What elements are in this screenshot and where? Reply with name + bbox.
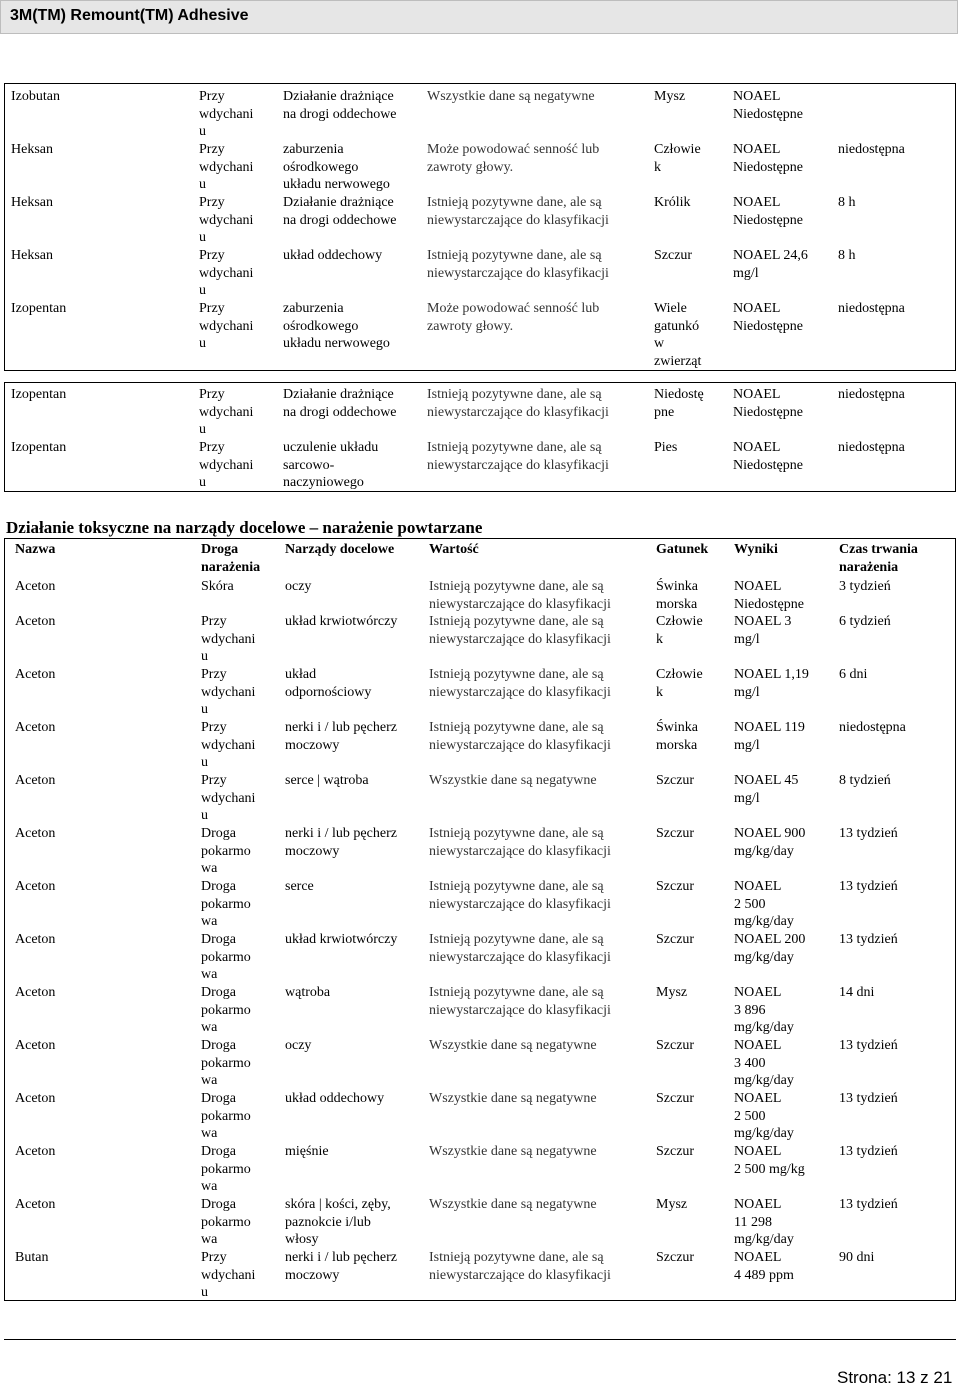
value-cell: Istnieją pozytywne dane, ale są — [427, 387, 602, 402]
result-cell: 11 298 — [734, 1214, 772, 1230]
route-cell: u — [199, 177, 206, 192]
organ-cell: moczowy — [285, 843, 340, 859]
organ-cell: układ oddechowy — [285, 1091, 385, 1106]
route-cell: Droga — [201, 1091, 236, 1106]
route-cell: Przy — [199, 301, 225, 316]
organ-cell: ośrodkowego — [283, 159, 359, 175]
route-cell: wdychani — [201, 790, 256, 806]
duration-cell: 90 dni — [839, 1250, 875, 1265]
duration-cell: 6 dni — [839, 667, 868, 682]
value-cell: niewystarczające do klasyfikacji — [429, 1002, 611, 1018]
route-cell: Droga — [201, 826, 236, 841]
value-cell: Wszystkie dane są negatywne — [427, 89, 595, 104]
species-cell: pne — [654, 404, 675, 420]
route-cell: Przy — [199, 142, 225, 157]
species-cell: Szczur — [656, 1091, 695, 1106]
result-cell: Niedostępne — [733, 318, 803, 334]
organ-cell: sarcowo- — [283, 457, 335, 473]
route-cell: wa — [201, 861, 218, 876]
route-cell: wa — [201, 1179, 218, 1194]
result-cell: NOAEL 24,6 — [733, 248, 808, 263]
result-cell: 2 500 mg/kg — [734, 1161, 805, 1177]
species-cell: Mysz — [654, 89, 686, 104]
duration-cell: 8 tydzień — [839, 773, 891, 788]
species-cell: Mysz — [656, 985, 688, 1000]
substance-cell: Heksan — [11, 195, 53, 210]
route-cell: wdychani — [199, 457, 254, 473]
route-cell: pokarmo — [201, 896, 251, 912]
organ-cell: układ krwiotwórczy — [285, 614, 398, 629]
route-cell: wdychani — [199, 159, 254, 175]
route-cell: wa — [201, 914, 218, 929]
substance-cell: Aceton — [15, 879, 56, 894]
value-cell: Istnieją pozytywne dane, ale są — [427, 195, 602, 210]
column-header-route: narażenia — [201, 559, 261, 575]
result-cell: 4 489 ppm — [734, 1267, 794, 1283]
route-cell: pokarmo — [201, 1214, 251, 1230]
route-cell: wdychani — [199, 404, 254, 420]
route-cell: pokarmo — [201, 1055, 251, 1071]
result-cell: NOAEL — [734, 1250, 782, 1265]
value-cell: Może powodować senność lub — [427, 301, 600, 316]
duration-cell: 14 dni — [839, 985, 875, 1000]
result-cell: NOAEL — [734, 1091, 782, 1106]
route-cell: wdychani — [199, 265, 254, 281]
organ-cell: moczowy — [285, 737, 340, 753]
column-header-name: Nazwa — [15, 542, 56, 557]
route-cell: Droga — [201, 932, 236, 947]
species-cell: gatunkó — [654, 318, 700, 334]
value-cell: Istnieją pozytywne dane, ale są — [427, 248, 602, 263]
duration-cell: 13 tydzień — [839, 932, 898, 947]
duration-cell: 13 tydzień — [839, 1038, 898, 1053]
value-cell: niewystarczające do klasyfikacji — [427, 457, 609, 473]
duration-cell: niedostępna — [838, 301, 905, 316]
substance-cell: Aceton — [15, 1144, 56, 1159]
organ-cell: oczy — [285, 1038, 312, 1053]
species-cell: Świnka — [656, 579, 698, 594]
species-cell: Człowie — [654, 142, 701, 157]
route-cell: u — [199, 283, 206, 298]
result-cell: NOAEL — [733, 301, 781, 316]
route-cell: wdychani — [201, 737, 256, 753]
organ-cell: na drogi oddechowe — [283, 404, 397, 420]
substance-cell: Aceton — [15, 1091, 56, 1106]
route-cell: Droga — [201, 1197, 236, 1212]
substance-cell: Izobutan — [11, 89, 60, 104]
page-number: Strona: 13 z 21 — [837, 1368, 953, 1387]
value-cell: niewystarczające do klasyfikacji — [427, 212, 609, 228]
result-cell: Niedostępne — [734, 596, 804, 612]
substance-cell: Heksan — [11, 142, 53, 157]
route-cell: Przy — [201, 720, 227, 735]
organ-cell: włosy — [285, 1232, 319, 1247]
organ-cell: nerki i / lub pęcherz — [285, 1250, 397, 1265]
value-cell: Wszystkie dane są negatywne — [429, 1144, 597, 1159]
result-cell: NOAEL 900 — [734, 826, 806, 841]
organ-cell: zaburzenia — [283, 301, 344, 316]
organ-cell: na drogi oddechowe — [283, 212, 397, 228]
species-cell: Wiele — [654, 301, 687, 316]
result-cell: NOAEL — [734, 1197, 782, 1212]
route-cell: Droga — [201, 1144, 236, 1159]
route-cell: Przy — [201, 773, 227, 788]
route-cell: Droga — [201, 1038, 236, 1053]
result-cell: NOAEL — [733, 89, 781, 104]
substance-cell: Aceton — [15, 773, 56, 788]
result-cell: 2 500 — [734, 1108, 766, 1124]
value-cell: Istnieją pozytywne dane, ale są — [429, 614, 604, 629]
value-cell: Wszystkie dane są negatywne — [429, 1038, 597, 1053]
organ-cell: uczulenie układu — [283, 440, 379, 455]
organ-cell: skóra | kości, zęby, — [285, 1197, 391, 1212]
substance-cell: Aceton — [15, 985, 56, 1000]
species-cell: w — [654, 336, 665, 351]
value-cell: Wszystkie dane są negatywne — [429, 1197, 597, 1212]
organ-cell: nerki i / lub pęcherz — [285, 720, 397, 735]
substance-cell: Aceton — [15, 667, 56, 682]
result-cell: mg/kg/day — [734, 914, 794, 929]
value-cell: Istnieją pozytywne dane, ale są — [429, 1250, 604, 1265]
duration-cell: niedostępna — [838, 142, 905, 157]
organ-cell: nerki i / lub pęcherz — [285, 826, 397, 841]
result-cell: 3 400 — [734, 1055, 766, 1071]
species-cell: Świnka — [656, 720, 698, 735]
organ-cell: Działanie drażniące — [283, 387, 394, 402]
substance-cell: Butan — [15, 1250, 49, 1265]
result-cell: Niedostępne — [733, 159, 803, 175]
route-cell: Przy — [199, 89, 225, 104]
route-cell: u — [199, 124, 206, 139]
species-cell: Szczur — [656, 826, 695, 841]
value-cell: niewystarczające do klasyfikacji — [429, 684, 611, 700]
route-cell: wa — [201, 1126, 218, 1141]
result-cell: Niedostępne — [733, 212, 803, 228]
organ-cell: naczyniowego — [283, 475, 364, 490]
document-header — [0, 0, 958, 34]
route-cell: wa — [201, 1232, 218, 1247]
substance-cell: Aceton — [15, 579, 56, 594]
route-cell: pokarmo — [201, 949, 251, 965]
substance-cell: Aceton — [15, 1197, 56, 1212]
value-cell: niewystarczające do klasyfikacji — [429, 896, 611, 912]
route-cell: wa — [201, 967, 218, 982]
duration-cell: 13 tydzień — [839, 1197, 898, 1212]
column-header-result: Wyniki — [734, 542, 778, 557]
result-cell: Niedostępne — [733, 106, 803, 122]
document-title: 3M(TM) Remount(TM) Adhesive — [10, 7, 249, 24]
substance-cell: Aceton — [15, 614, 56, 629]
value-cell: Istnieją pozytywne dane, ale są — [429, 985, 604, 1000]
route-cell: wdychani — [201, 684, 256, 700]
column-header-duration: Czas trwania — [839, 542, 918, 557]
route-cell: wa — [201, 1073, 218, 1088]
column-header-duration: narażenia — [839, 559, 899, 575]
result-cell: NOAEL 45 — [734, 773, 799, 788]
duration-cell: 13 tydzień — [839, 826, 898, 841]
result-cell: mg/l — [733, 265, 759, 281]
organ-cell: serce | wątroba — [285, 773, 369, 788]
duration-cell: 8 h — [838, 248, 856, 263]
substance-cell: Izopentan — [11, 440, 67, 455]
result-cell: mg/l — [734, 684, 760, 700]
value-cell: Istnieją pozytywne dane, ale są — [429, 879, 604, 894]
value-cell: Wszystkie dane są negatywne — [429, 773, 597, 788]
route-cell: Droga — [201, 879, 236, 894]
section-heading-repeated-exposure: Działanie toksyczne na narządy docelowe – narażenie powtarzane — [6, 518, 483, 537]
duration-cell: 8 h — [838, 195, 856, 210]
route-cell: u — [199, 230, 206, 245]
duration-cell: niedostępna — [839, 720, 906, 735]
result-cell: mg/kg/day — [734, 1232, 794, 1247]
value-cell: zawroty głowy. — [427, 159, 514, 175]
result-cell: NOAEL — [733, 142, 781, 157]
route-cell: pokarmo — [201, 1161, 251, 1177]
species-cell: k — [654, 159, 661, 175]
organ-cell: układ krwiotwórczy — [285, 932, 398, 947]
species-cell: Mysz — [656, 1197, 688, 1212]
value-cell: Istnieją pozytywne dane, ale są — [429, 826, 604, 841]
value-cell: Istnieją pozytywne dane, ale są — [429, 579, 604, 594]
result-cell: Niedostępne — [733, 404, 803, 420]
value-cell: niewystarczające do klasyfikacji — [427, 265, 609, 281]
result-cell: mg/kg/day — [734, 1073, 794, 1088]
result-cell: NOAEL 3 — [734, 614, 792, 629]
result-cell: NOAEL — [733, 387, 781, 402]
organ-cell: układu nerwowego — [283, 336, 390, 351]
value-cell: Istnieją pozytywne dane, ale są — [427, 440, 602, 455]
substance-cell: Aceton — [15, 720, 56, 735]
substance-cell: Izopentan — [11, 387, 67, 402]
organ-cell: układ oddechowy — [283, 248, 383, 263]
species-cell: Pies — [654, 440, 678, 455]
route-cell: u — [201, 649, 208, 664]
result-cell: mg/kg/day — [734, 1020, 794, 1035]
route-cell: u — [201, 702, 208, 717]
duration-cell: 13 tydzień — [839, 1091, 898, 1106]
result-cell: 3 896 — [734, 1002, 766, 1018]
organ-cell: mięśnie — [285, 1144, 329, 1159]
result-cell: NOAEL — [734, 985, 782, 1000]
duration-cell: niedostępna — [838, 387, 905, 402]
species-cell: Niedostę — [654, 387, 704, 402]
species-cell: Królik — [654, 195, 691, 210]
value-cell: niewystarczające do klasyfikacji — [429, 949, 611, 965]
species-cell: k — [656, 631, 663, 647]
species-cell: k — [656, 684, 663, 700]
duration-cell: 13 tydzień — [839, 1144, 898, 1159]
value-cell: niewystarczające do klasyfikacji — [429, 843, 611, 859]
route-cell: wa — [201, 1020, 218, 1035]
result-cell: mg/kg/day — [734, 1126, 794, 1141]
species-cell: Szczur — [654, 248, 693, 263]
result-cell: mg/l — [734, 790, 760, 806]
value-cell: niewystarczające do klasyfikacji — [429, 737, 611, 753]
route-cell: Droga — [201, 985, 236, 1000]
organ-cell: układu nerwowego — [283, 177, 390, 192]
value-cell: Istnieją pozytywne dane, ale są — [429, 667, 604, 682]
value-cell: niewystarczające do klasyfikacji — [429, 1267, 611, 1283]
column-header-value: Wartość — [429, 542, 479, 557]
result-cell: NOAEL — [733, 440, 781, 455]
organ-cell: serce — [285, 879, 314, 894]
value-cell: Istnieją pozytywne dane, ale są — [429, 932, 604, 947]
species-cell: zwierząt — [654, 353, 702, 369]
table-repeated-exposure — [4, 538, 956, 1301]
species-cell: Szczur — [656, 1144, 695, 1159]
route-cell: Przy — [201, 1250, 227, 1265]
organ-cell: Działanie drażniące — [283, 89, 394, 104]
result-cell: mg/kg/day — [734, 949, 794, 965]
species-cell: Szczur — [656, 932, 695, 947]
value-cell: niewystarczające do klasyfikacji — [427, 404, 609, 420]
result-cell: NOAEL 1,19 — [734, 667, 809, 682]
species-cell: Człowie — [656, 614, 703, 629]
route-cell: pokarmo — [201, 843, 251, 859]
route-cell: u — [201, 755, 208, 770]
value-cell: Może powodować senność lub — [427, 142, 600, 157]
organ-cell: zaburzenia — [283, 142, 344, 157]
result-cell: NOAEL — [734, 879, 782, 894]
value-cell: niewystarczające do klasyfikacji — [429, 631, 611, 647]
result-cell: NOAEL — [734, 1038, 782, 1053]
route-cell: Przy — [199, 387, 225, 402]
result-cell: 2 500 — [734, 896, 766, 912]
organ-cell: Działanie drażniące — [283, 195, 394, 210]
organ-cell: wątroba — [285, 985, 331, 1000]
value-cell: niewystarczające do klasyfikacji — [429, 596, 611, 612]
result-cell: mg/l — [734, 631, 760, 647]
species-cell: Szczur — [656, 773, 695, 788]
route-cell: Przy — [201, 667, 227, 682]
footer-divider — [4, 1339, 956, 1340]
value-cell: Wszystkie dane są negatywne — [429, 1091, 597, 1106]
organ-cell: układ — [285, 667, 317, 682]
substance-cell: Aceton — [15, 1038, 56, 1053]
value-cell: zawroty głowy. — [427, 318, 514, 334]
route-cell: Przy — [199, 248, 225, 263]
substance-cell: Aceton — [15, 826, 56, 841]
organ-cell: ośrodkowego — [283, 318, 359, 334]
result-cell: Niedostępne — [733, 457, 803, 473]
column-header-route: Droga — [201, 542, 239, 557]
result-cell: NOAEL — [733, 195, 781, 210]
duration-cell: 6 tydzień — [839, 614, 891, 629]
substance-cell: Heksan — [11, 248, 53, 263]
route-cell: u — [201, 1285, 208, 1300]
route-cell: pokarmo — [201, 1108, 251, 1124]
result-cell: mg/kg/day — [734, 843, 794, 859]
value-cell: Istnieją pozytywne dane, ale są — [429, 720, 604, 735]
duration-cell: 3 tydzień — [839, 579, 891, 594]
route-cell: Przy — [201, 614, 227, 629]
result-cell: NOAEL 119 — [734, 720, 805, 735]
organ-cell: na drogi oddechowe — [283, 106, 397, 122]
species-cell: morska — [656, 737, 698, 753]
route-cell: Skóra — [201, 579, 234, 594]
table-single-exposure-part2 — [4, 382, 956, 492]
species-cell: morska — [656, 596, 698, 612]
organ-cell: moczowy — [285, 1267, 340, 1283]
route-cell: u — [201, 808, 208, 823]
duration-cell: niedostępna — [838, 440, 905, 455]
result-cell: NOAEL — [734, 1144, 782, 1159]
route-cell: wdychani — [201, 1267, 256, 1283]
route-cell: u — [199, 475, 206, 490]
result-cell: mg/l — [734, 737, 760, 753]
result-cell: NOAEL — [734, 579, 782, 594]
route-cell: wdychani — [199, 318, 254, 334]
route-cell: wdychani — [199, 106, 254, 122]
column-header-organ: Narządy docelowe — [285, 542, 395, 557]
organ-cell: paznokcie i/lub — [285, 1214, 371, 1230]
column-header-species: Gatunek — [656, 542, 709, 557]
species-cell: Szczur — [656, 1038, 695, 1053]
substance-cell: Aceton — [15, 932, 56, 947]
route-cell: u — [199, 422, 206, 437]
table-single-exposure-part1 — [4, 83, 956, 371]
species-cell: Człowie — [656, 667, 703, 682]
route-cell: pokarmo — [201, 1002, 251, 1018]
duration-cell: 13 tydzień — [839, 879, 898, 894]
route-cell: wdychani — [201, 631, 256, 647]
species-cell: Szczur — [656, 1250, 695, 1265]
result-cell: NOAEL 200 — [734, 932, 806, 947]
route-cell: Przy — [199, 195, 225, 210]
route-cell: u — [199, 336, 206, 351]
substance-cell: Izopentan — [11, 301, 67, 316]
organ-cell: oczy — [285, 579, 312, 594]
route-cell: Przy — [199, 440, 225, 455]
route-cell: wdychani — [199, 212, 254, 228]
species-cell: Szczur — [656, 879, 695, 894]
organ-cell: odpornościowy — [285, 684, 372, 700]
